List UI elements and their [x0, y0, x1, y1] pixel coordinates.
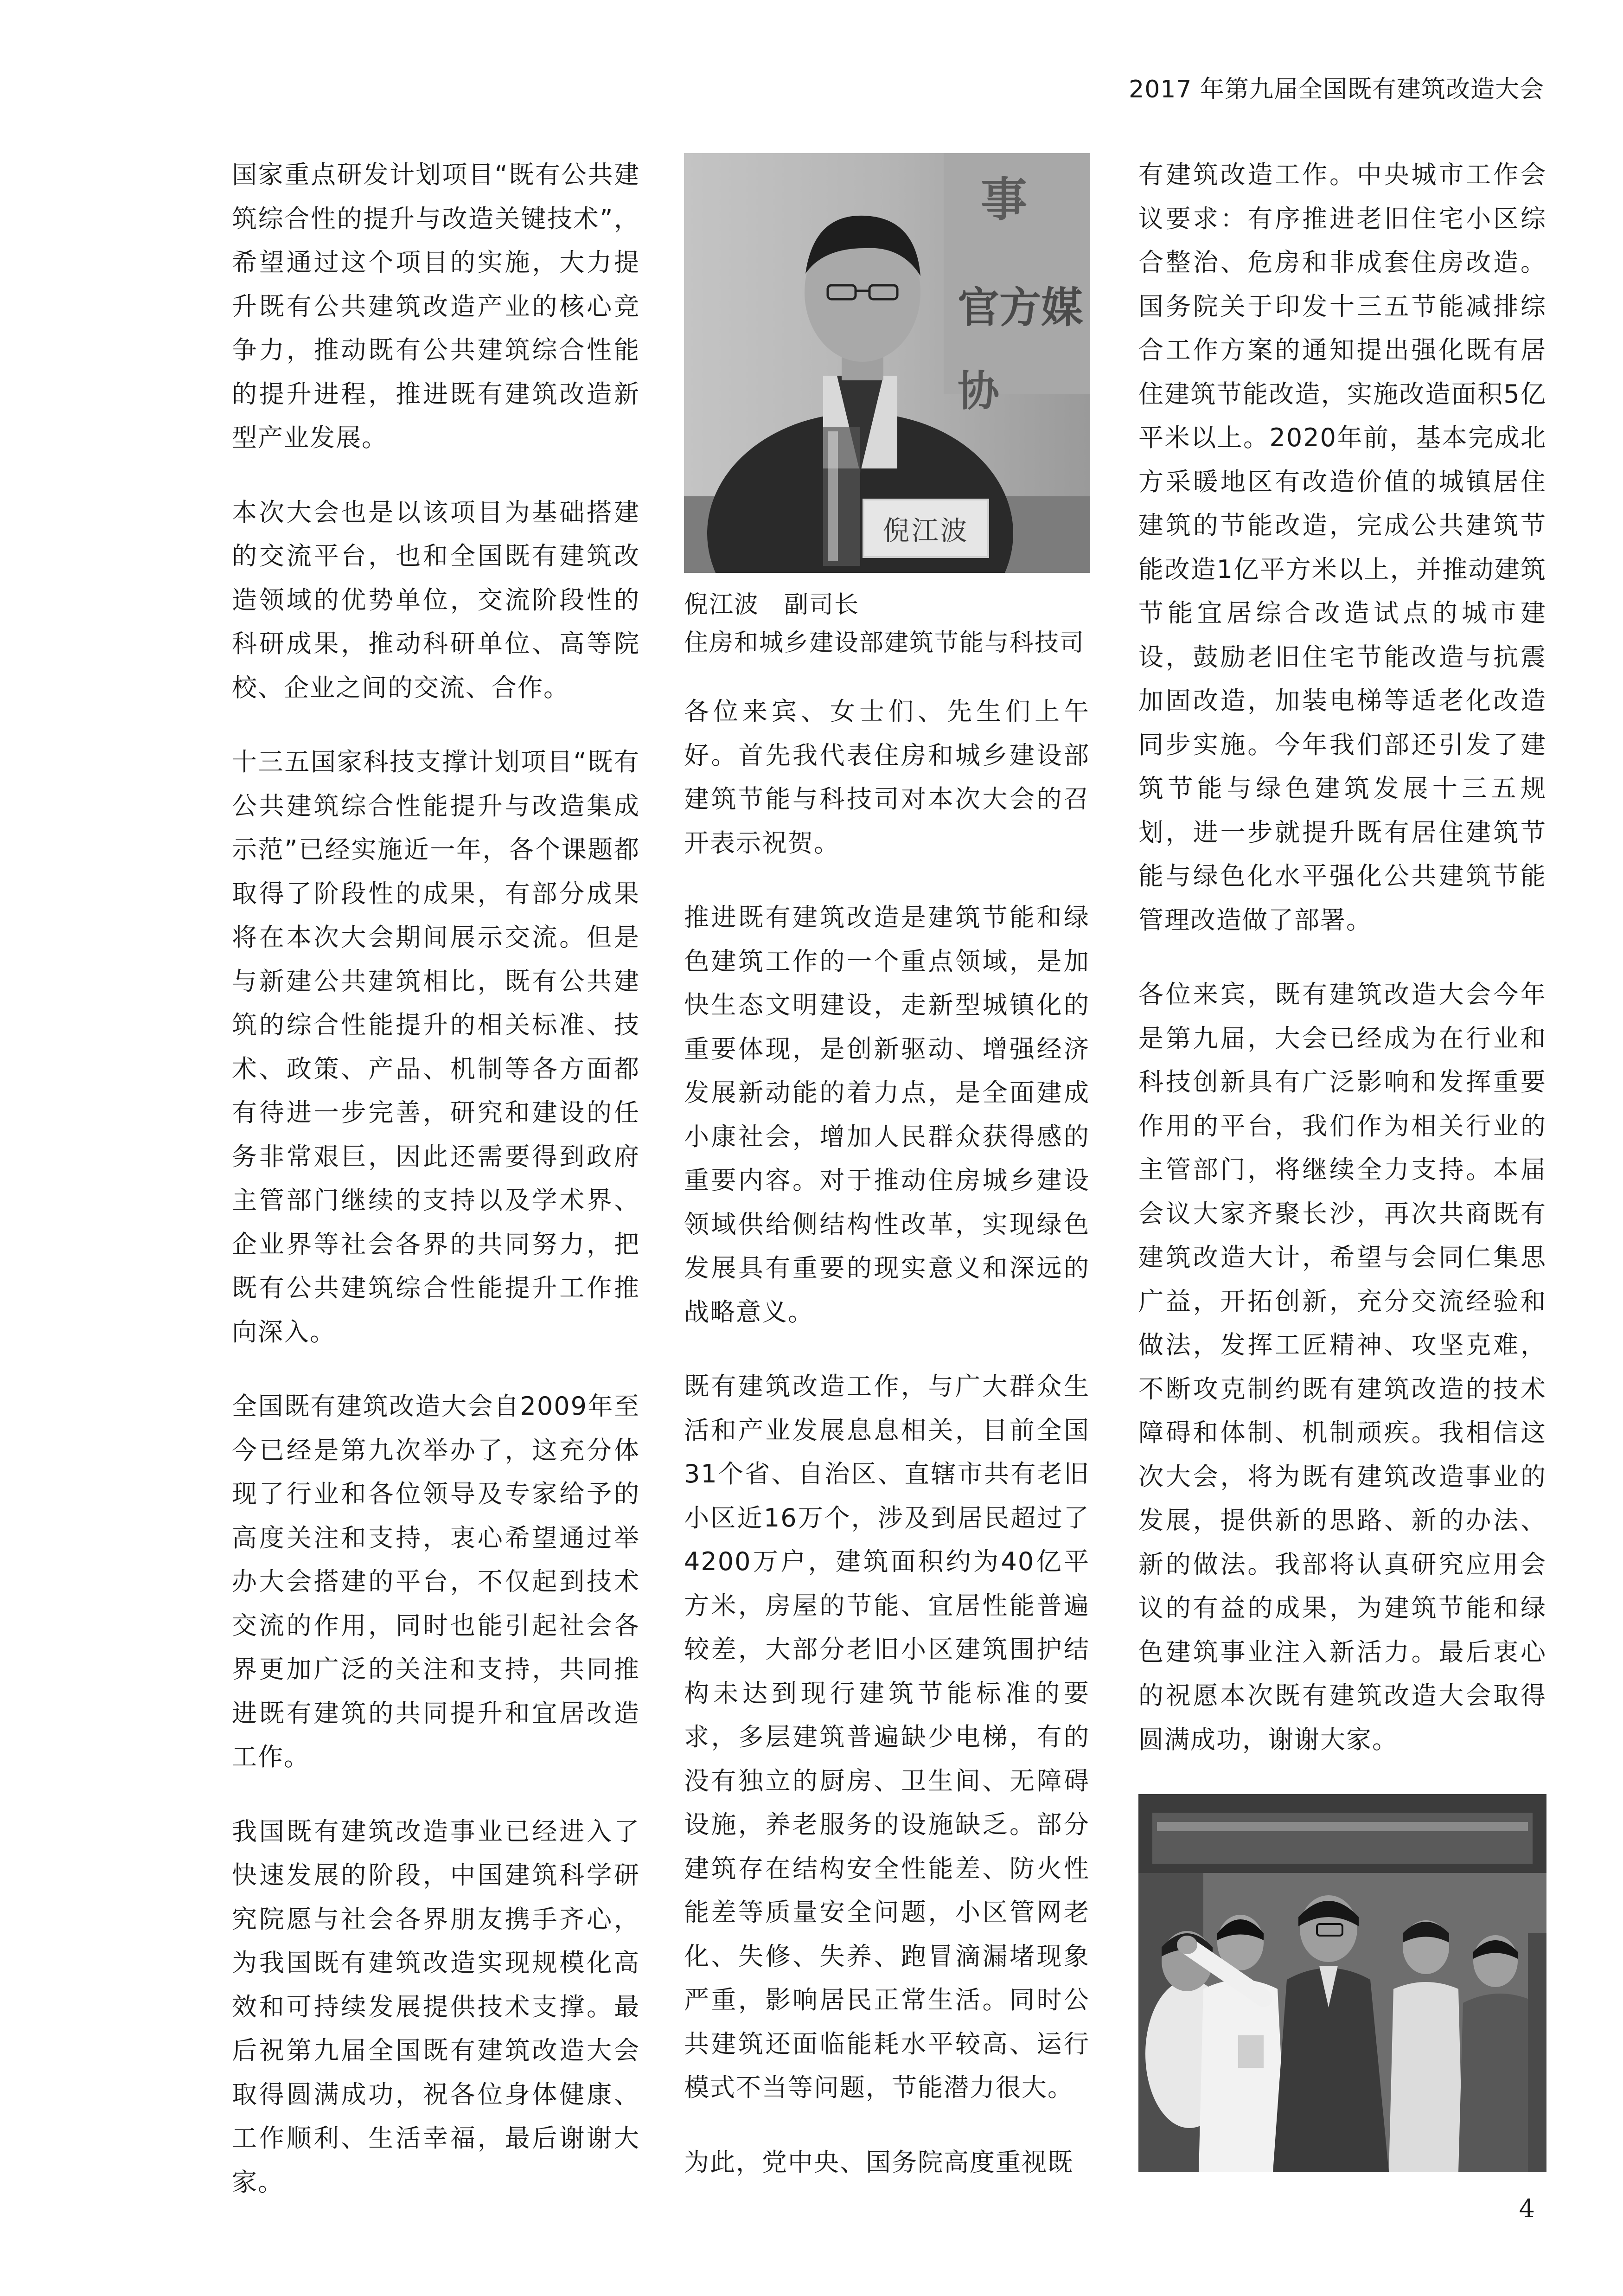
backdrop-text: 官方媒	[958, 283, 1083, 332]
paragraph: 既有建筑改造工作，与广大群众生活和产业发展息息相关，目前全国31个省、自治区、直辖市共有老旧小区近16万个，涉及到居民超过了4200万户，建筑面积约为40亿平方米，房屋的节能、宜居性能普遍较差，大部分老旧小区建筑围护结构未达到现行建筑节能标准的要求，多层建筑普遍缺少电梯，有的没有独立的厨房、卫生间、无障碍设施，养老服务的设施缺乏。部分建筑存在结构安全性能差、防火性能差等质量安全问题，小区管网老化、失修、失养、跑冒滴漏堵现象严重，影响居民正常生活。同时公共建筑还面临能耗水平较高、运行模式不当等问题，节能潜力很大。	[684, 1372, 1090, 2102]
paragraph: 为此，党中央、国务院高度重视既	[684, 2147, 1073, 2177]
caption-name-title: 倪江波 副司长	[684, 591, 860, 619]
paragraph: 推进既有建筑改造是建筑节能和绿色建筑工作的一个重点领域，是加快生态文明建设，走新型城镇化的重要体现，是创新驱动、增强经济发展新动能的着力点，是全面建成小康社会，增加人民群众获得感的重要内容。对于推动住房城乡建设领域供给侧结构性改革，实现绿色发展具有重要的现实意义和深远的战略意义。	[684, 903, 1090, 1327]
paragraph: 全国既有建筑改造大会自2009年至今已经是第九次举办了，这充分体现了行业和各位领导及专家给予的高度关注和支持，衷心希望通过举办大会搭建的平台，不仅起到技术交流的作用，同时也能引起社会各界更加广泛的关注和支持，共同推进既有建筑的共同提升和宜居改造工作。	[232, 1392, 640, 1771]
photo-caption	[684, 586, 1090, 662]
paragraph: 各位来宾、女士们、先生们上午好。首先我代表住房和城乡建设部建筑节能与科技司对本次大会的召开表示祝贺。	[684, 697, 1090, 858]
exhibition-photo	[1138, 1794, 1546, 2172]
page-number: 4	[1519, 2194, 1535, 2223]
paragraph: 我国既有建筑改造事业已经进入了快速发展的阶段，中国建筑科学研究院愿与社会各界朋友携手齐心，为我国既有建筑改造实现规模化高效和可持续发展提供技术支撑。最后祝第九届全国既有建筑改造大会取得圆满成功，祝各位身体健康、工作顺利、生活幸福，最后谢谢大家。	[232, 1816, 640, 2197]
exhibition-photo-illustration	[1138, 1794, 1546, 2172]
paragraph: 本次大会也是以该项目为基础搭建的交流平台，也和全国既有建筑改造领域的优势单位，交流阶段性的科研成果，推动科研单位、高等院校、企业之间的交流、合作。	[232, 497, 640, 702]
paragraph: 有建筑改造工作。中央城市工作会议要求：有序推进老旧住宅小区综合整治、危房和非成套住房改造。国务院关于印发十三五节能减排综合工作方案的通知提出强化既有居住建筑节能改造，实施改造面积5亿平米以上。2020年前，基本完成北方采暖地区有改造价值的城镇居住建筑的节能改造，完成公共建筑节能改造1亿平方米以上，并推动建筑节能宜居综合改造试点的城市建设，鼓励老旧住宅节能改造与抗震加固改造，加装电梯等适老化改造同步实施。今年我们部还引发了建筑节能与绿色建筑发展十三五规划，进一步就提升既有居住建筑节能与绿色化水平强化公共建筑节能管理改造做了部署。	[1138, 160, 1546, 935]
text-column-2	[684, 153, 1090, 2184]
paragraph: 各位来宾，既有建筑改造大会今年是第九届，大会已经成为在行业和科技创新具有广泛影响和发挥重要作用的平台，我们作为相关行业的主管部门，将继续全力支持。本届会议大家齐聚长沙，再次共商既有建筑改造大计，希望与会同仁集思广益，开拓创新，充分交流经验和做法，发挥工匠精神、攻坚克难，不断攻克制约既有建筑改造的技术障碍和体制、机制顽疾。我相信这次大会，将为既有建筑改造事业的发展，提供新的思路、新的办法、新的做法。我部将认真研究应用会议的有益的成果，为建筑节能和绿色建筑事业注入新活力。最后衷心的祝愿本次既有建筑改造大会取得圆满成功，谢谢大家。	[1138, 980, 1546, 1754]
caption-organization: 住房和城乡建设部建筑节能与科技司	[684, 629, 1085, 657]
backdrop-text: 事	[981, 173, 1027, 227]
backdrop-text: 协	[958, 367, 999, 416]
text-column-3	[1138, 153, 1546, 2172]
running-header: 2017 年第九届全国既有建筑改造大会	[1129, 76, 1544, 103]
nameplate: 倪江波	[863, 499, 989, 558]
text-column-1	[232, 153, 640, 2204]
paragraph: 十三五国家科技支撑计划项目“既有公共建筑综合性能提升与改造集成示范”已经实施近一年，各个课题都取得了阶段性的成果，有部分成果将在本次大会期间展示交流。但是与新建公共建筑相比，既有公共建筑的综合性能提升的相关标准、技术、政策、产品、机制等各方面都有待进一步完善，研究和建设的任务非常艰巨，因此还需要得到政府主管部门继续的支持以及学术界、企业界等社会各界的共同努力，把既有公共建筑综合性能提升工作推向深入。	[232, 747, 640, 1347]
speaker-photo	[684, 153, 1090, 573]
paragraph: 国家重点研发计划项目“既有公共建筑综合性的提升与改造关键技术”，希望通过这个项目的实施，大力提升既有公共建筑改造产业的核心竞争力，推动既有公共建筑综合性能的提升进程，推进既有建筑改造新型产业发展。	[232, 160, 640, 452]
